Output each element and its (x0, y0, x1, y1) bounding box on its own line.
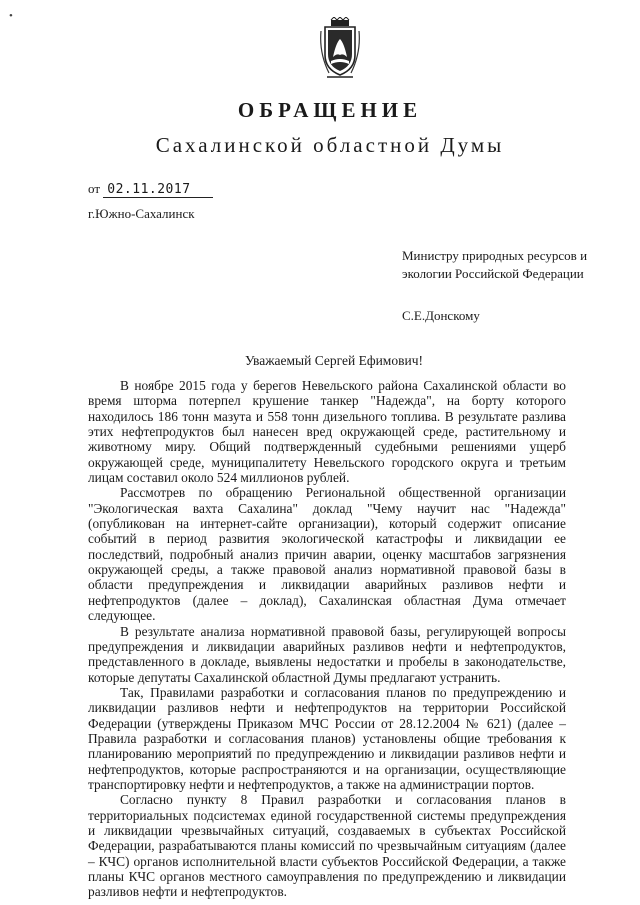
addressee-block (402, 247, 622, 325)
document-date: 02.11.2017 (103, 183, 213, 198)
date-prefix: от (88, 181, 101, 196)
addressee-line-1: Министру природных ресурсов и (402, 248, 588, 263)
addressee-line-2: экологии Российской Федерации (402, 266, 584, 281)
document-subtitle: Сахалинской областной Думы (155, 133, 505, 157)
paragraph: В результате анализа нормативной правовой базы, регулирующей вопросы предупреждения и ликвидации аварийных разливов нефти и нефтепродуктов, представленного в докладе, выявлены недостатки и пробелы в законодательстве, которые депутаты Сахалинской областной Думы предлагают устранить. (88, 623, 566, 685)
corner-mark: • (9, 10, 13, 22)
paragraph: Так, Правилами разработки и согласования планов по предупреждению и ликвидации разливов нефти и нефтепродуктов на территории Российской Федерации (утверждены Приказом МЧС России от 28.12.2004 № 621) (далее – Правила разработки и согласования планов) установлены общие требования к планированию мероприятий по предупреждению и ликвидации разливов нефти и нефтепродуктов, которые распространяются и на организации, осуществляющие транспортировку нефти и нефтепродуктов, а также на администрации портов. (88, 684, 566, 792)
document-title: ОБРАЩЕНИЕ (237, 98, 423, 122)
salutation: Уважаемый Сергей Ефимович! (244, 353, 423, 368)
paragraph: В ноябре 2015 года у берегов Невельского района Сахалинской области во время шторма потерпел крушение танкер "Надежда", на борту которого находилось 186 тонн мазута и 558 тонн дизельного топлива. В результате разлива этих нефтепродуктов был нанесен вред окружающей среде, растительному и животному миру. Общий подтвержденный судебными решениями ущерб окружающей среде, муниципалитету Невельского городского округа и третьим лицам составил около 524 миллионов рублей. (88, 378, 566, 486)
letter-body (88, 378, 566, 900)
date-line (88, 181, 213, 198)
paragraph: Согласно пункту 8 Правил разработки и согласования планов в территориальных подсистемах единой государственной системы предупреждения и ликвидации чрезвычайных ситуаций, создаваемых в субъектах Российской Федерации, разрабатываются планы комиссий по чрезвычайным ситуациям (далее – КЧС) органов исполнительной власти субъектов Российской Федерации, а также планы КЧС органов местного самоуправления по предупреждению и ликвидации разливов нефти и нефтепродуктов. (88, 792, 566, 900)
paragraph: Рассмотрев по обращению Региональной общественной организации "Экологическая вахта Сахалина" доклад "Чему научит нас "Надежда" (опубликован на интернет-сайте организации), который содержит описание событий в период развития экологической катастрофы и ликвидации ее последствий, подробный анализ причин аварии, оценку масштабов загрязнения окружающей среды, а также правовой анализ нормативной правовой базы в области предупреждения и ликвидации аварийных разливов нефти и нефтепродуктов (далее – доклад), Сахалинская областная Дума отмечает следующее. (88, 485, 566, 624)
city: г.Южно-Сахалинск (88, 206, 195, 221)
addressee-name: С.Е.Донскому (402, 308, 480, 323)
coat-of-arms-icon (319, 17, 361, 81)
